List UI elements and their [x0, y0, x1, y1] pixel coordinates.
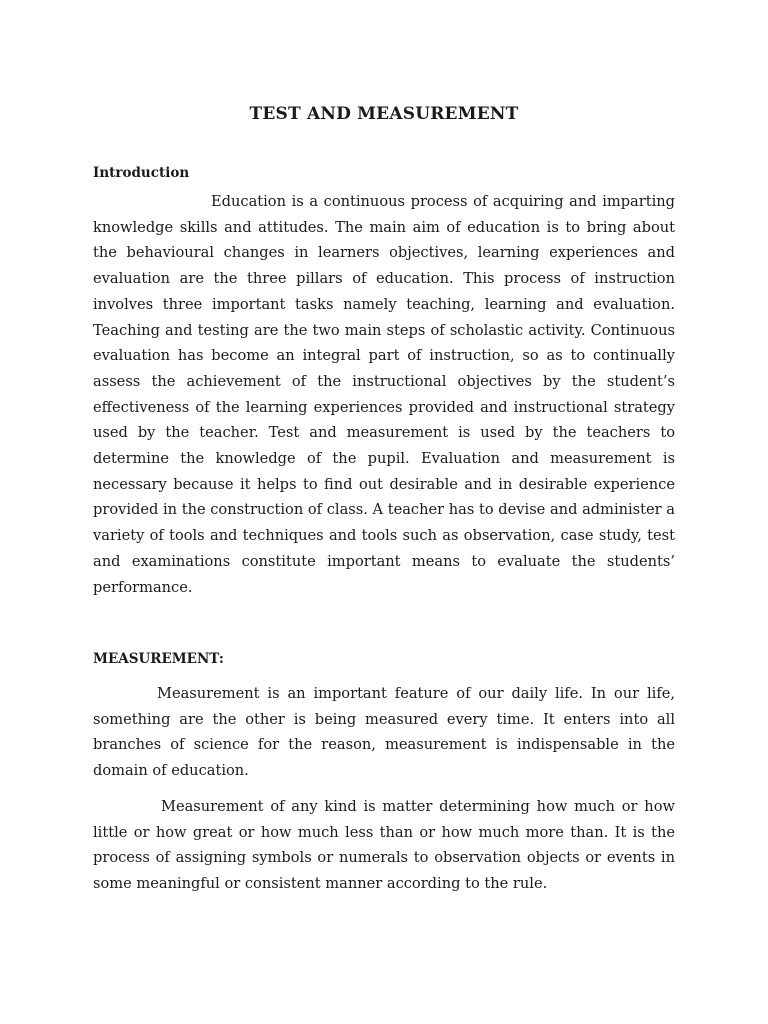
- introduction-paragraph: Education is a continuous process of acquiring and imparting knowledge skills and attitudes. The main aim of education is to bring about the behavioural changes in learners objectives, learning experiences and evaluation are the three pillars of education. This process of instruction involves three important tasks namely teaching, learning and evaluation. Teaching and testing are the two main steps of scholastic activity. Continuous evaluation has become an integral part of instruction, so as to continually assess the achievement of the instructional objectives by the student’s effectiveness of the learning experiences provided and instructional strategy used by the teacher. Test and measurement is used by the teachers to determine the knowledge of the pupil. Evaluation and measurement is necessary because it helps to find out desirable and in desirable experience provided in the construction of class. A teacher has to devise and administer a variety of tools and techniques and tools such as observation, case study, test and examinations constitute important means to evaluate the students’ performance.: [93, 193, 675, 596]
- measurement-paragraph-1: Measurement is an important feature of our daily life. In our life, something are the other is being measured every time. It enters into all branches of science for the reason, measurement is indispensable in the domain of education.: [93, 685, 675, 780]
- document-title: TEST AND MEASUREMENT: [249, 104, 519, 124]
- section-heading-introduction: Introduction: [93, 165, 190, 181]
- section-heading-measurement: MEASUREMENT:: [93, 651, 224, 667]
- measurement-paragraph-2: Measurement of any kind is matter determining how much or how little or how great or how much less than or how much more than. It is the process of assigning symbols or numerals to observation objects or events in some meaningful or consistent manner according to the rule.: [93, 798, 675, 893]
